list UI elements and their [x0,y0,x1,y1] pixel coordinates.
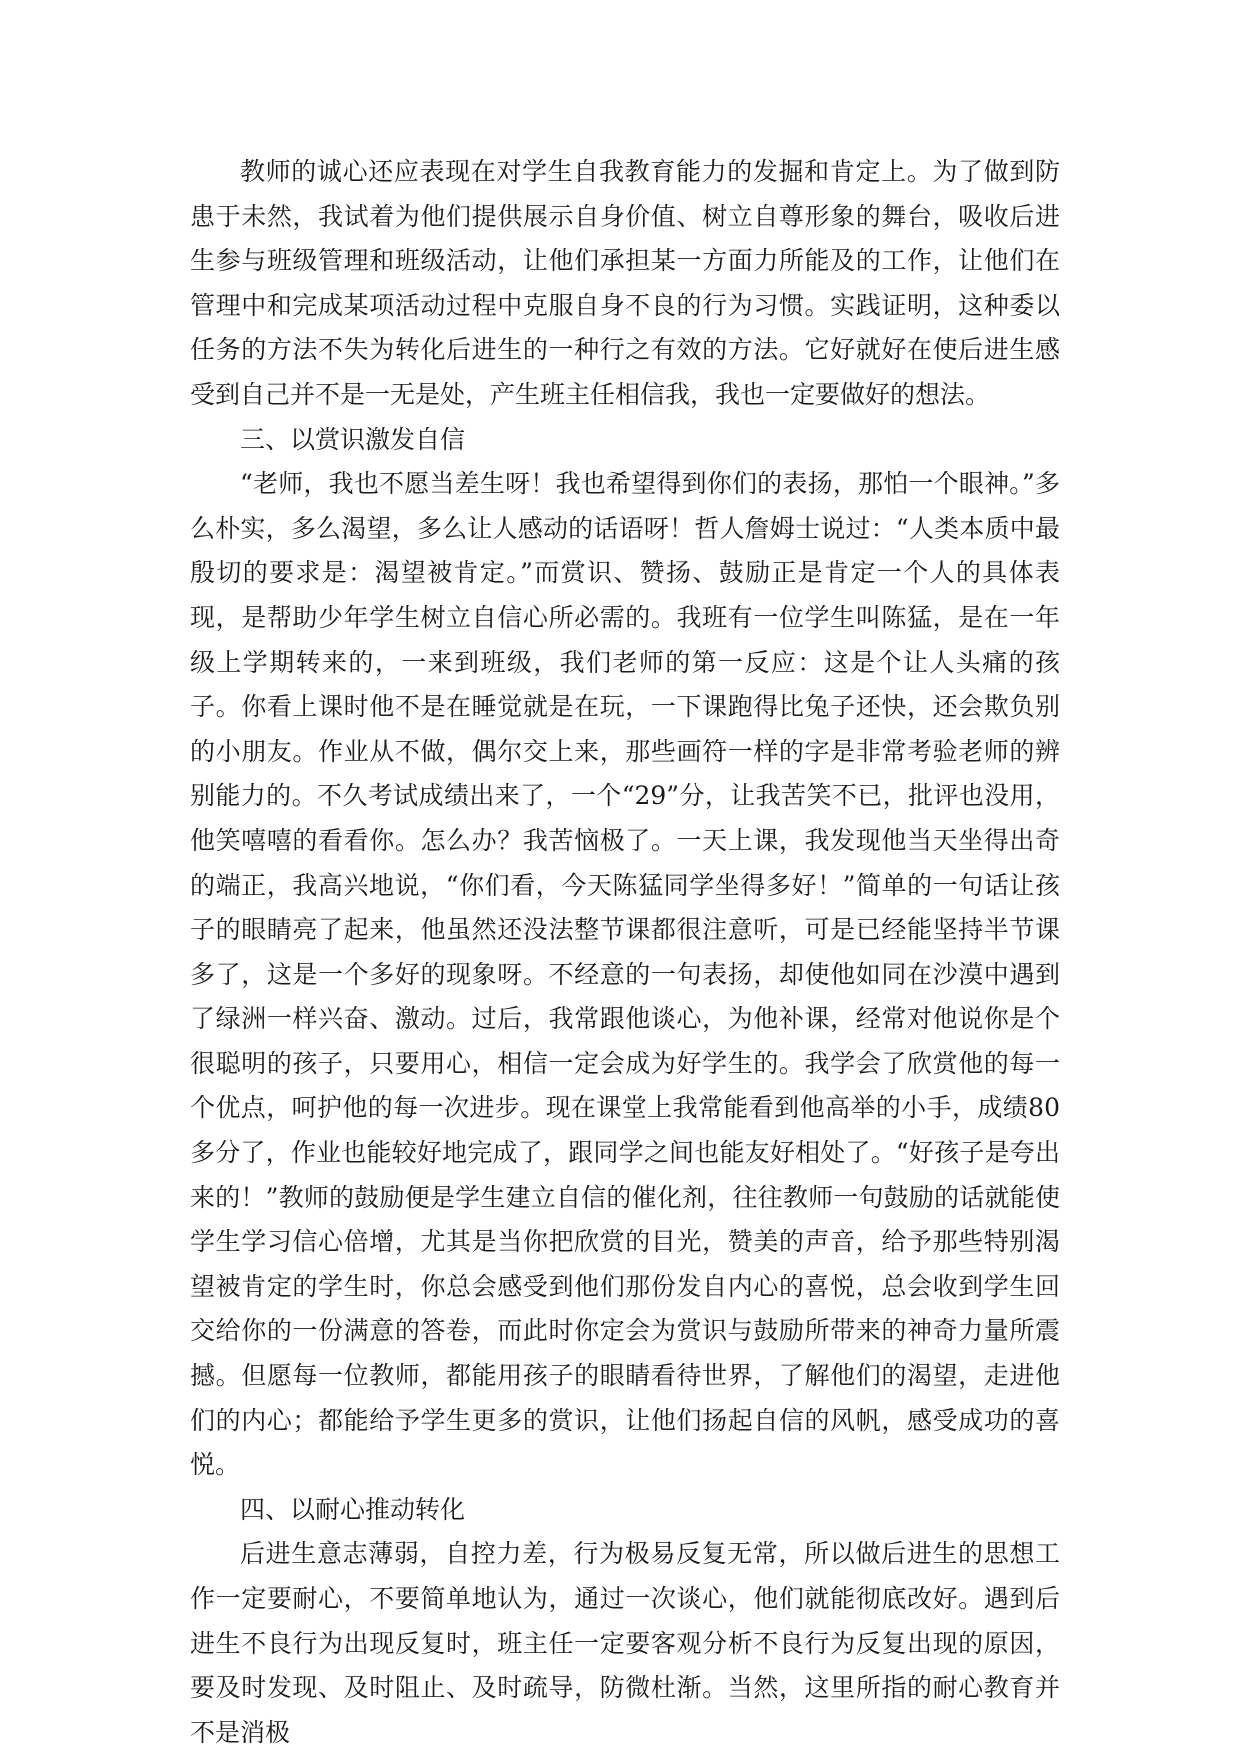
document-body [190,150,1060,1755]
paragraph-patience: 后进生意志薄弱，自控力差，行为极易反复无常，所以做后进生的思想工作一定要耐心，不要简单地认为，通过一次谈心，他们就能彻底改好。遇到后进生不良行为出现反复时，班主任一定要客观分析不良行为反复出现的原因，要及时发现、及时阻止、及时疏导，防微杜渐。当然，这里所指的耐心教育并不是消极 [190,1539,1060,1747]
paragraph-appreciation: “老师，我也不愿当差生呀！我也希望得到你们的表扬，那怕一个眼神。”多么朴实，多么渴望，多么让人感动的话语呀！哲人詹姆士说过：“人类本质中最殷切的要求是：渴望被肯定。”而赏识、赞扬、鼓励正是肯定一个人的具体表现，是帮助少年学生树立自信心所必需的。我班有一位学生叫陈猛，是在一年级上学期转来的，一来到班级，我们老师的第一反应：这是个让人头痛的孩子。你看上课时他不是在睡觉就是在玩，一下课跑得比兔子还快，还会欺负别的小朋友。作业从不做，偶尔交上来，那些画符一样的字是非常考验老师的辨别能力的。不久考试成绩出来了，一个“29”分，让我苦笑不已，批评也没用，他笑嘻嘻的看看你。怎么办？我苦恼极了。一天上课，我发现他当天坐得出奇的端正，我高兴地说，“你们看，今天陈猛同学坐得多好！”简单的一句话让孩子的眼睛亮了起来，他虽然还没法整节课都很注意听，可是已经能坚持半节课多了，这是一个多好的现象呀。不经意的一句表扬，却使他如同在沙漠中遇到了绿洲一样兴奋、激动。过后，我常跟他谈心，为他补课，经常对他说你是个很聪明的孩子，只要用心，相信一定会成为好学生的。我学会了欣赏他的每一个优点，呵护他的每一次进步。现在课堂上我常能看到他高举的小手，成绩80多分了，作业也能较好地完成了，跟同学之间也能友好相处了。“好孩子是夸出来的！”教师的鼓励便是学生建立自信的催化剂，往往教师一句鼓励的话就能使学生学习信心倍增，尤其是当你把欣赏的目光，赞美的声音，给予那些特别渴望被肯定的学生时，你总会感受到他们那份发自内心的喜悦，总会收到学生回交给你的一份满意的答卷，而此时你定会为赏识与鼓励所带来的神奇力量所震撼。但愿每一位教师，都能用孩子的眼睛看待世界，了解他们的渴望，走进他们的内心；都能给予学生更多的赏识，让他们扬起自信的风帆，感受成功的喜悦。 [190,469,1060,1480]
section-heading-appreciation: 三、以赏识激发自信 [240,424,466,454]
paragraph-sincerity: 教师的诚心还应表现在对学生自我教育能力的发掘和肯定上。为了做到防患于未然，我试着为他们提供展示自身价值、树立自尊形象的舞台，吸收后进生参与班级管理和班级活动，让他们承担某一方面力所能及的工作，让他们在管理中和完成某项活动过程中克服自身不良的行为习惯。实践证明，这种委以任务的方法不失为转化后进生的一种行之有效的方法。它好就好在使后进生感受到自己并不是一无是处，产生班主任相信我，我也一定要做好的想法。 [190,157,1060,409]
section-heading-patience: 四、以耐心推动转化 [240,1494,466,1524]
